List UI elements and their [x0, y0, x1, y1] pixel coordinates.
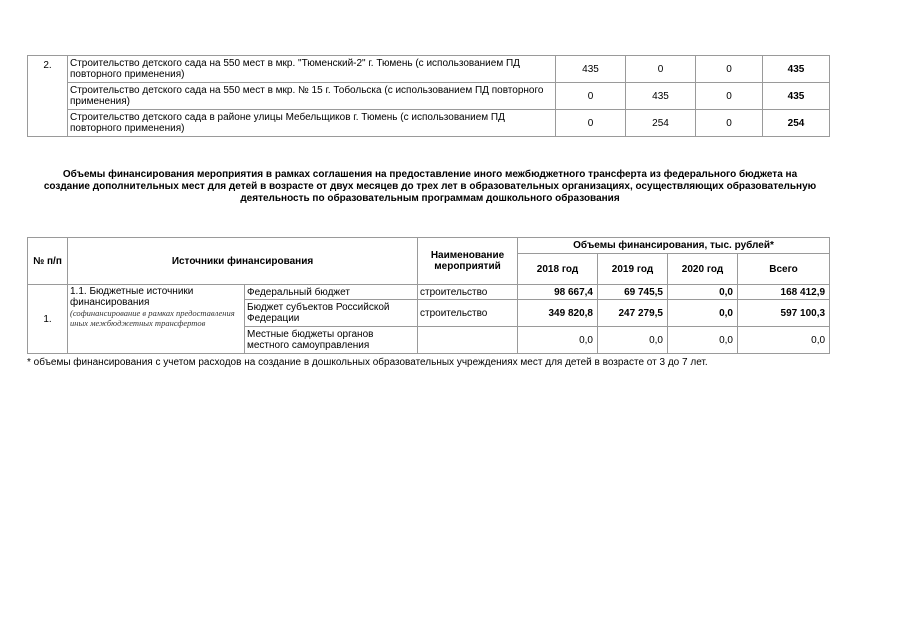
value-2019: 247 279,5 [598, 300, 668, 327]
source-group: 1.1. Бюджетные источники финансирования [70, 286, 194, 308]
header-2019: 2019 год [598, 254, 668, 285]
header-volumes: Объемы финансирования, тыс. рублей* [518, 238, 830, 254]
value-2018: 0 [556, 110, 626, 137]
value-2020: 0,0 [668, 300, 738, 327]
source-name: Бюджет субъектов Российской Федерации [245, 300, 418, 327]
row-number: 1. [28, 285, 68, 354]
object-name: Строительство детского сада на 550 мест в мкр. "Тюменский-2" г. Тюмень (с использованием ПД повторного применения) [68, 56, 556, 83]
object-name: Строительство детского сада на 550 мест в мкр. № 15 г. Тобольска (с использованием ПД повторного применения) [68, 83, 556, 110]
header-num: № п/п [28, 238, 68, 285]
value-total: 597 100,3 [738, 300, 830, 327]
value-2018: 349 820,8 [518, 300, 598, 327]
source-name: Федеральный бюджет [245, 285, 418, 300]
section-title: Объемы финансирования мероприятия в рамках соглашения на предоставление иного межбюджетного трансферта из федерального бюджета на создание дополнительных мест для детей в возрасте от двух месяцев до трех лет в образовательных организациях, осуществляющих образовательную деятельность по образовательным программам дошкольного образования [43, 169, 817, 204]
event-name: строительство [418, 285, 518, 300]
header-2020: 2020 год [668, 254, 738, 285]
table-row [28, 110, 830, 137]
table-row [28, 56, 830, 83]
value-2018: 0 [556, 83, 626, 110]
value-2018: 435 [556, 56, 626, 83]
object-name: Строительство детского сада в районе улицы Мебельщиков г. Тюмень (с использованием ПД повторного применения) [68, 110, 556, 137]
value-2020: 0,0 [668, 327, 738, 354]
table-row [28, 285, 830, 300]
value-2019: 254 [626, 110, 696, 137]
row-number: 2. [28, 56, 68, 137]
header-sources: Источники финансирования [68, 238, 418, 285]
value-total: 435 [763, 83, 830, 110]
value-2020: 0 [696, 110, 763, 137]
value-2019: 0 [626, 56, 696, 83]
value-2020: 0 [696, 83, 763, 110]
value-total: 168 412,9 [738, 285, 830, 300]
source-group-cell [68, 285, 245, 354]
header-row [28, 238, 830, 254]
value-2020: 0 [696, 56, 763, 83]
table-row [28, 83, 830, 110]
value-2020: 0,0 [668, 285, 738, 300]
event-name: строительство [418, 300, 518, 327]
value-total: 254 [763, 110, 830, 137]
value-2019: 69 745,5 [598, 285, 668, 300]
financing-table [27, 237, 830, 354]
value-total: 435 [763, 56, 830, 83]
value-2019: 0,0 [598, 327, 668, 354]
source-note: (софинансирование в рамках предоставления иных межбюджетных трансфертов [70, 308, 235, 328]
construction-table [27, 55, 830, 137]
value-2018: 98 667,4 [518, 285, 598, 300]
source-name: Местные бюджеты органов местного самоуправления [245, 327, 418, 354]
header-total: Всего [738, 254, 830, 285]
event-name [418, 327, 518, 354]
header-2018: 2018 год [518, 254, 598, 285]
value-2018: 0,0 [518, 327, 598, 354]
value-2019: 435 [626, 83, 696, 110]
value-total: 0,0 [738, 327, 830, 354]
header-event-name: Наименование мероприятий [418, 238, 518, 285]
footnote: * объемы финансирования с учетом расходов на создание в дошкольных образовательных учреждениях мест для детей в возрасте от 3 до 7 лет. [27, 357, 708, 368]
